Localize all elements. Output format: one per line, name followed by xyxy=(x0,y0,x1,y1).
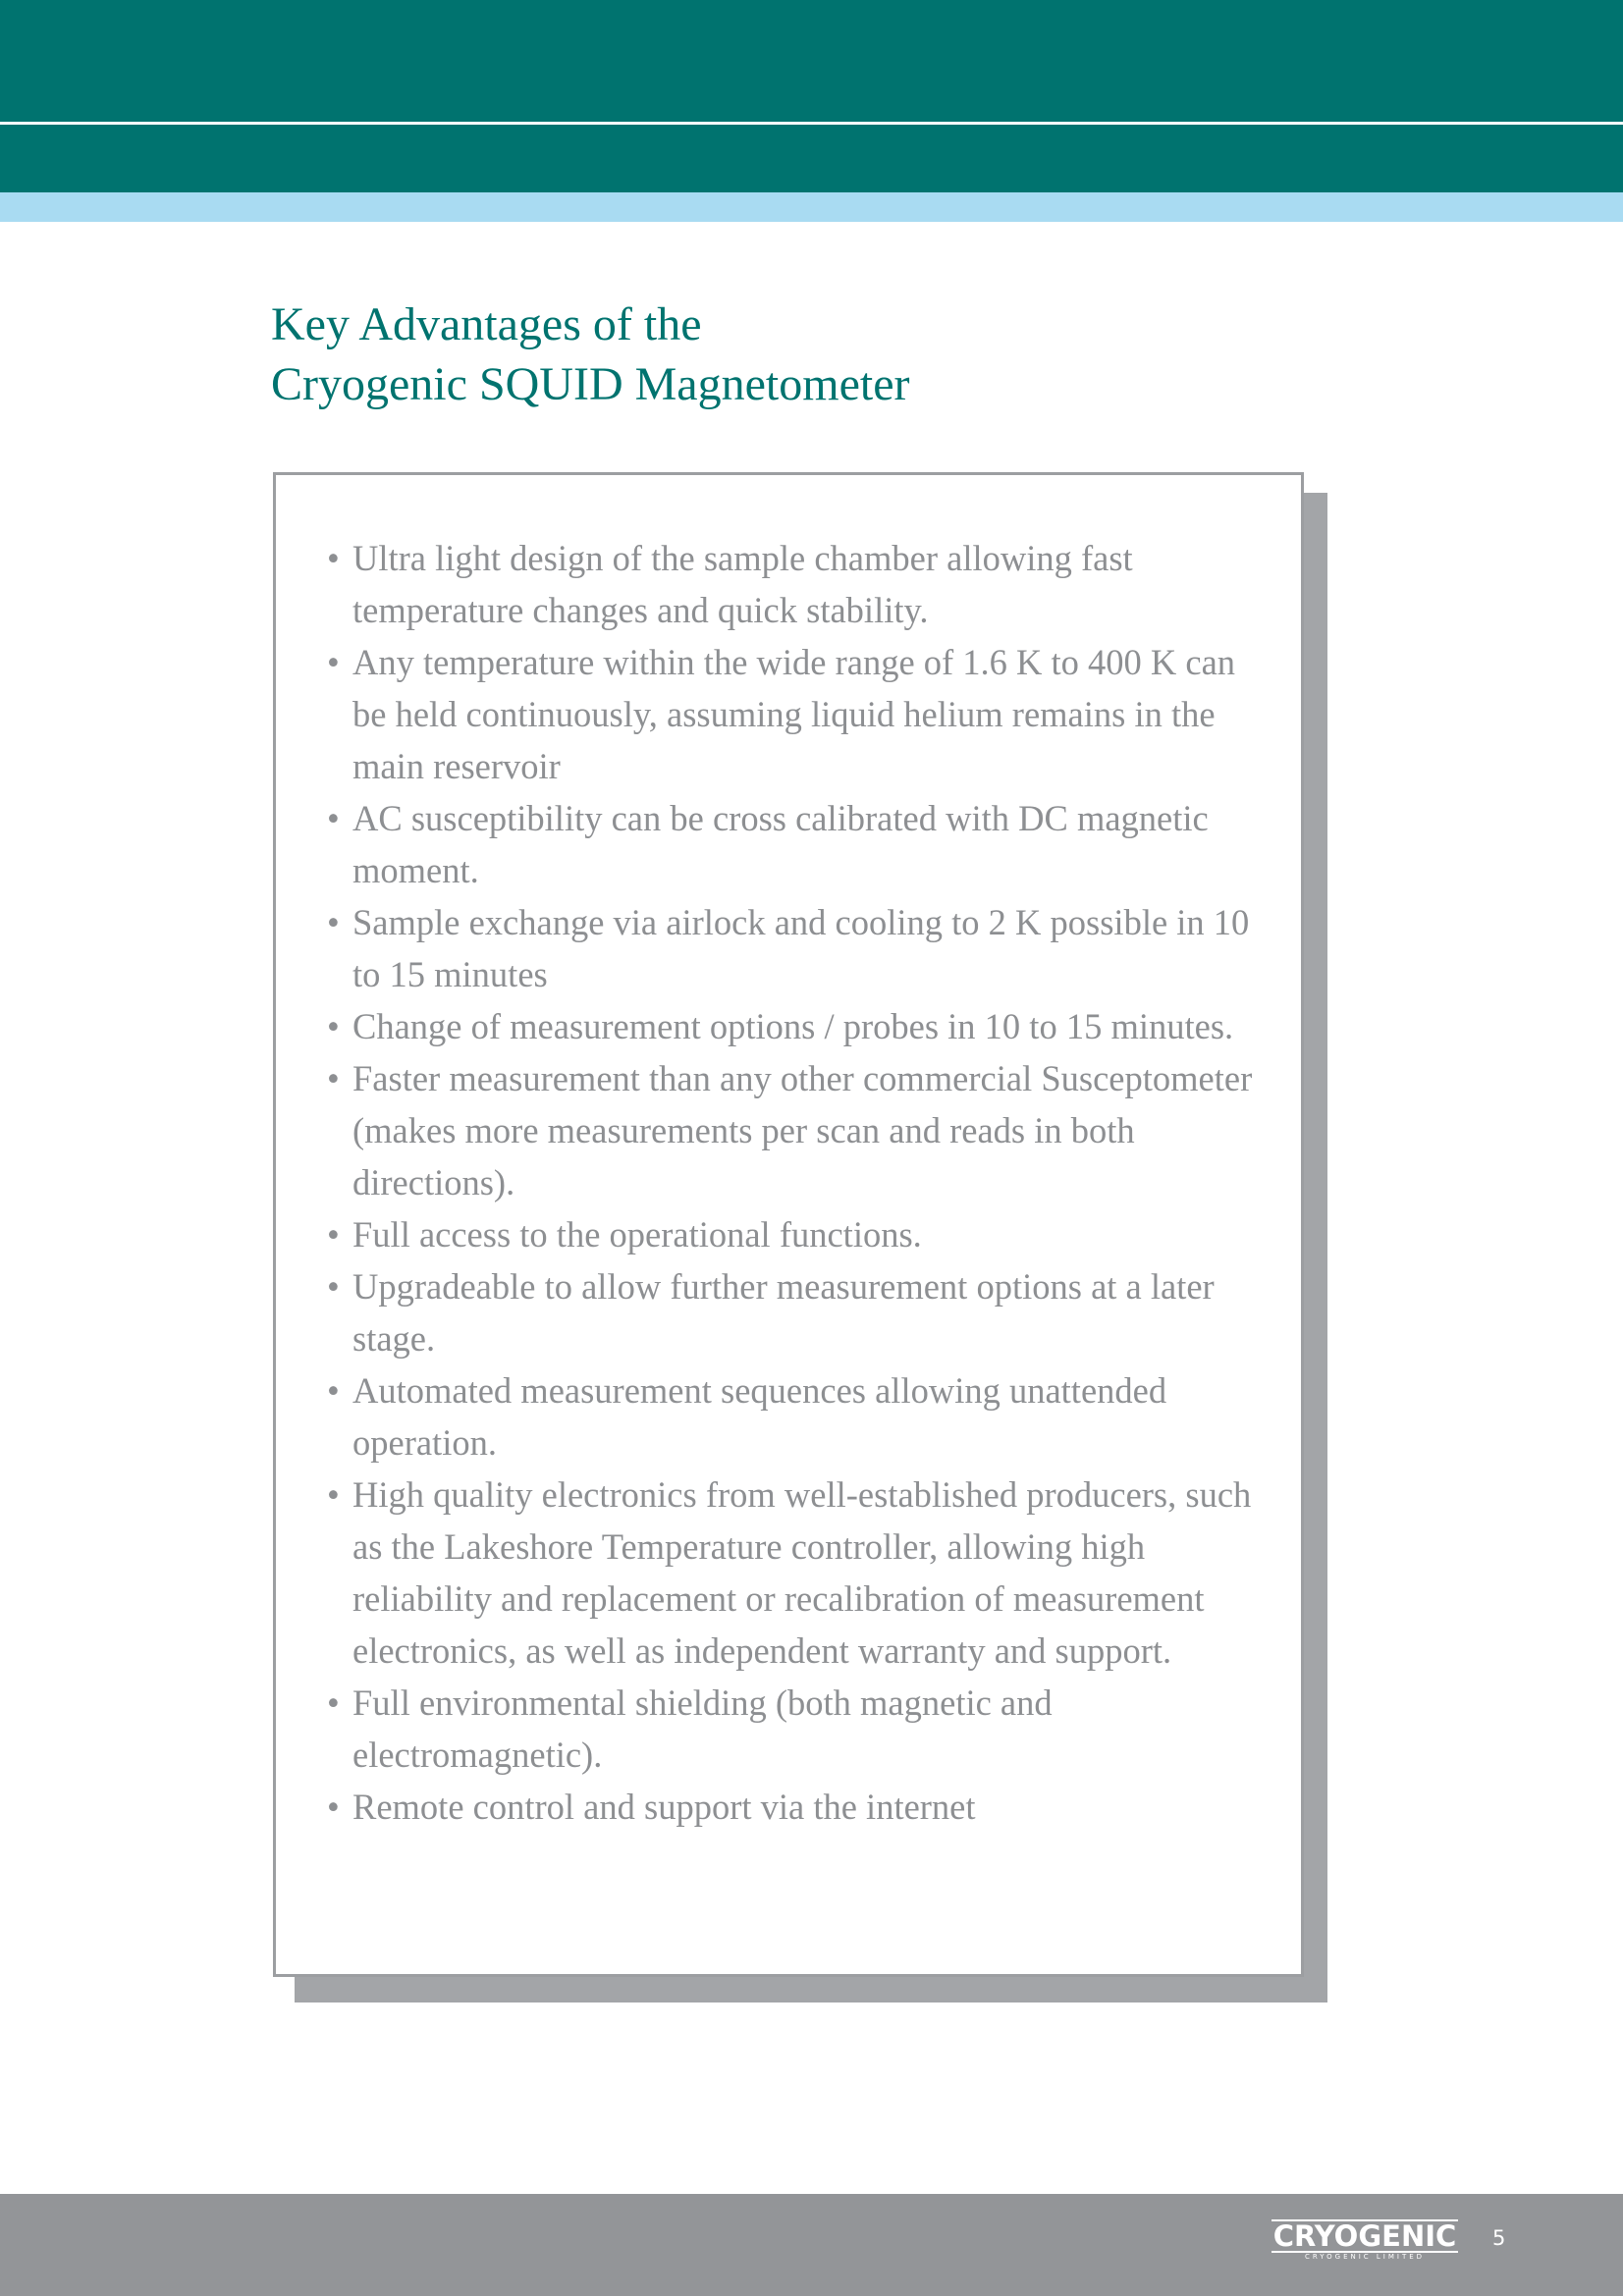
bullet-icon: • xyxy=(327,1266,340,1307)
bullet-icon: • xyxy=(327,1006,340,1046)
page-title xyxy=(271,294,910,414)
cryogenic-logo xyxy=(1271,2219,1458,2265)
advantage-item xyxy=(327,636,1260,792)
bullet-icon: • xyxy=(327,1058,340,1098)
advantage-item xyxy=(327,1468,1260,1677)
advantage-text: Full environmental shielding (both magnetic and electromagnetic). xyxy=(352,1682,1053,1775)
advantage-text: Any temperature within the wide range of 1.6 K to 400 K can be held continuously, assuming liquid helium remains in the main reservoir xyxy=(352,642,1236,786)
advantage-text: Remote control and support via the internet xyxy=(352,1787,976,1827)
advantage-item xyxy=(327,792,1260,896)
advantage-item xyxy=(327,1052,1260,1208)
advantage-item xyxy=(327,896,1260,1000)
logo-wordmark: CRYOGENIC xyxy=(1272,2219,1457,2253)
page-title-line-2: Cryogenic SQUID Magnetometer xyxy=(271,358,910,410)
advantage-text: AC susceptibility can be cross calibrated with DC magnetic moment. xyxy=(352,798,1209,890)
advantage-text: Full access to the operational functions. xyxy=(352,1214,922,1255)
advantage-item xyxy=(327,1677,1260,1781)
header-rule xyxy=(0,122,1623,125)
header-accent-strip xyxy=(0,192,1623,222)
advantages-box xyxy=(273,472,1304,1977)
bullet-icon: • xyxy=(327,1787,340,1827)
bullet-icon: • xyxy=(327,642,340,682)
bullet-icon: • xyxy=(327,1214,340,1255)
advantage-text: Ultra light design of the sample chamber allowing fast temperature changes and quick stability. xyxy=(352,538,1133,630)
header-band xyxy=(0,0,1623,192)
advantage-item xyxy=(327,1364,1260,1468)
bullet-icon: • xyxy=(327,902,340,942)
bullet-icon: • xyxy=(327,1370,340,1411)
advantage-text: Faster measurement than any other commercial Susceptometer (makes more measurements per scan and reads in both directions). xyxy=(352,1058,1253,1202)
bullet-icon: • xyxy=(327,1474,340,1515)
bullet-icon: • xyxy=(327,538,340,578)
advantages-list xyxy=(327,532,1260,1833)
advantage-item xyxy=(327,532,1260,636)
advantage-text: Sample exchange via airlock and cooling to 2 K possible in 10 to 15 minutes xyxy=(352,902,1250,994)
advantage-text: Upgradeable to allow further measurement options at a later stage. xyxy=(352,1266,1215,1359)
bullet-icon: • xyxy=(327,1682,340,1723)
advantage-text: Automated measurement sequences allowing unattended operation. xyxy=(352,1370,1167,1463)
advantage-text: Change of measurement options / probes in 10 to 15 minutes. xyxy=(352,1006,1234,1046)
page-title-line-1: Key Advantages of the xyxy=(271,298,702,350)
advantage-item xyxy=(327,1781,1260,1833)
advantage-text: High quality electronics from well-established producers, such as the Lakeshore Temperature controller, allowing high reliability and replacement or recalibration of measurement electronics, as well as independent warranty and support. xyxy=(352,1474,1252,1671)
advantage-item xyxy=(327,1260,1260,1364)
advantage-item xyxy=(327,1208,1260,1260)
bullet-icon: • xyxy=(327,798,340,838)
page-number: 5 xyxy=(1492,2226,1506,2250)
logo-subtext: CRYOGENIC LIMITED xyxy=(1304,2253,1426,2261)
advantage-item xyxy=(327,1000,1260,1052)
